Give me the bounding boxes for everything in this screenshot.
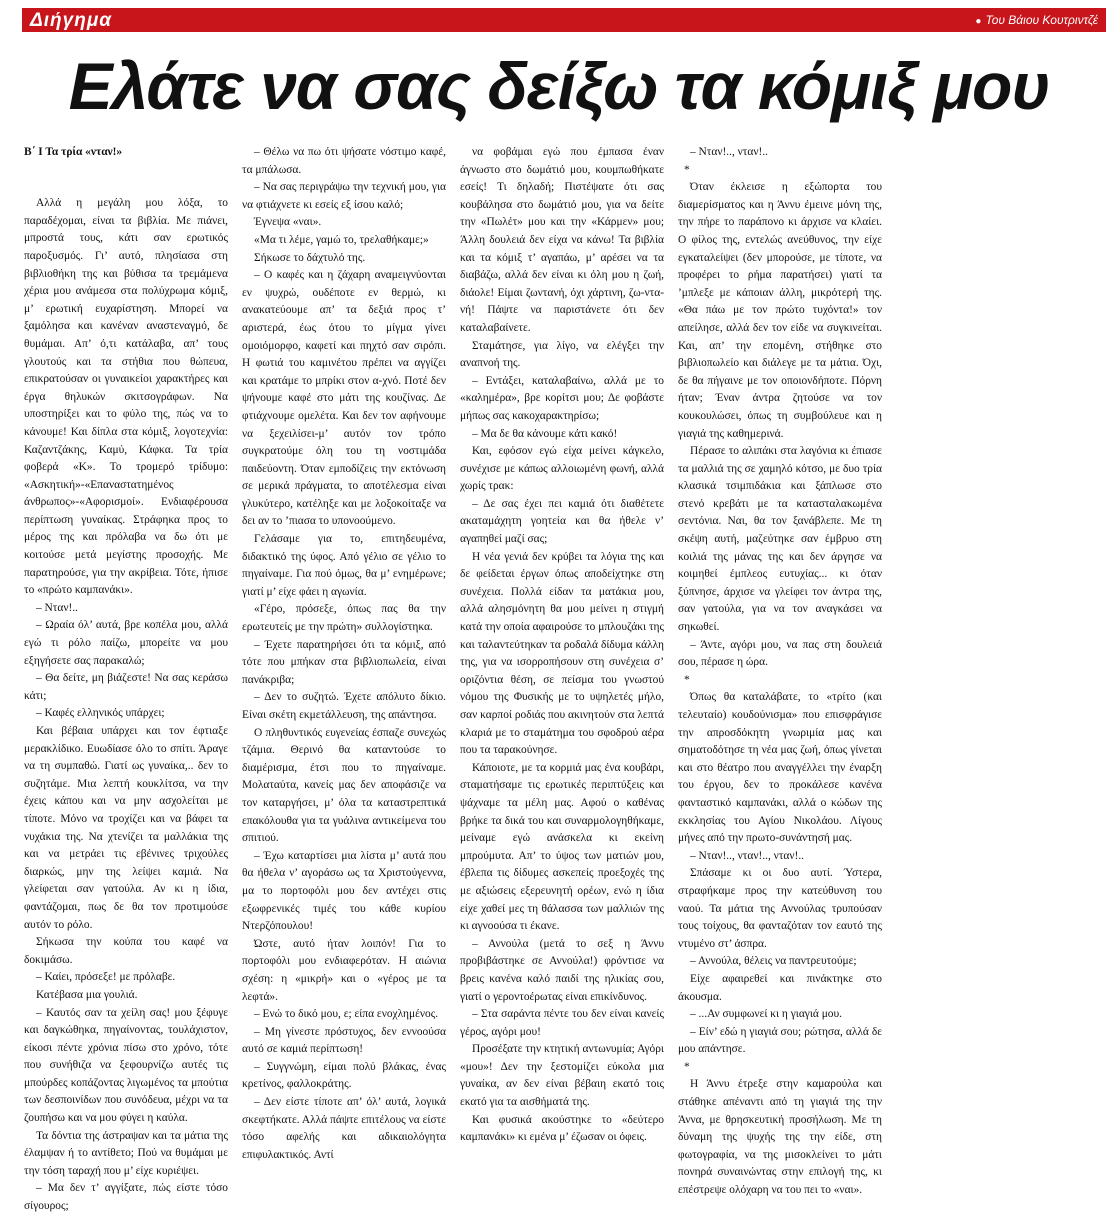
paragraph: – Στα σαράντα πέντε του δεν είναι κανείς γέρος, αγόρι μου! [460,1008,664,1038]
paragraph: Σήκωσε το δάχτυλό της. [254,251,366,264]
paragraph: Τα δόντια της άστραψαν και τα μάτια της έλαμψαν ή το αντίθετο; Πού να θυμάμαι με την τόση ταραχή που μ’ είχε κυριέψει. [24,1129,228,1177]
paragraph: να φοβάμαι εγώ που έμπασα έναν άγνωστο στο δωμάτιό μου, κουμπωθήκατε εσείς! Τι δηλαδή; Πιστέψατε ότι σας κουβάλησα στο δωμάτιό μου, για να δείτε την «Πωλέτ» μου και την «Κάρμεν» μου; Άλλη δουλειά δεν είχα να κάνω! Τα βιβλία και τα κόμιξ τ’ αγαπάω, μ’ αρέσει να τα διαβάζω, αλλά δεν είναι κι όλη μου η ζωή, διάολε! Είμαι ζωντανή, όχι χάρτινη, ζω-ντα-νή! Πάψτε να παριστάνετε ότι δεν καταλαβαίνετε. [460,146,664,334]
paragraph: – Εντάξει, καταλαβαίνω, αλλά με το «καλημέρα», βρε κορίτσι μου; Δε φοβάστε μήπως σας κακοχαρακτηρίσω; [460,374,664,422]
paragraph: Είχε αφαιρεθεί και πινάκτηκε στο άκουσμα. [678,972,882,1003]
text-column-2 [242,144,446,1161]
paragraph: Όταν έκλεισε η εξώπορτα του διαμερίσματος και η Άννυ έμεινε μόνη της, την πήρε το παράπονο κι άρχισε να κλαίει. Ο φίλος της, εντελώς ανεύθυνος, την είχε εγκαταλείψει (δεν μπορούσε, με τίποτε, να προφέρει το ρήμα παρατήσει) γιατί τα ’μπλεξε με κάποιαν άλλη, μικρότερή της. «Θα πάω με τον πρώτο τυχόντα!» τον απείλησε, αλλά δεν τον είδε να συγκινείται. Και, απ’ την επομένη, στήθηκε στο βιβλιοπωλείο και διάλεγε με τα μάτια. Όχι, δε θα πήγαινε με τον οποιονδήποτε. Πόρνη ήταν; Έναν άντρα ζητούσε να τον κουκουλώσει, όπως τη συμβούλευε και η γιαγιά της καθημερινά. [678,181,882,440]
paragraph: – Δε σας έχει πει καμιά ότι διαθέτετε ακαταμάχητη γοητεία και θα ήθελε ν’ αγαπηθεί μαζί σας; [460,497,664,546]
article-body [24,144,1102,1213]
paragraph: – Ενώ το δικό μου, ε; είπα ενοχλημένος. [254,1008,439,1021]
author-byline [975,13,1098,27]
paragraph: Γελάσαμε για το, επιτηδευμένα, διδακτικό της ύφος. Από γέλιο σε γέλιο το πηγαίναμε. Για πού όμως, θα μ’ ενημέρωνε; γιατί μ’ είχε φάει η αγωνία. [242,533,446,598]
section-label: Διήγημα [30,10,113,31]
paragraph: – Καφές ελληνικός υπάρχει; [36,707,165,720]
paragraph: Η Άννυ έτρεξε στην καμαρούλα και στάθηκε απέναντι από τη γιαγιά της την Άννα, με θρησκευτική προσήλωση. Με τη δύναμη της ψυχής της την είδε, στη φωτογραφία, να της μισοκλείνει το μάτι πονηρά συναινώντας στην επιλογή της, κι επέστρεψε ολόχαρη να του πει το «ναι». [678,1078,882,1197]
paragraph: Κάποιοτε, με τα κορμιά μας ένα κουβάρι, σταματήσαμε τις ερωτικές περιπτύξεις και ψάχναμε τα μέλη μας. Αφού ο καθένας βρήκε τα δικά του και συναρμολογηθήκαμε, μείναμε εγώ ανάσκελα κι εκείνη μπρούμυτα. Απ’ το ύψος των ματιών μου, έβλεπα τις δίδυμες ασκεπείς προεξοχές της με αξιώσεις εξερευνητή ορέων, ενώ η ίδια είχε χαθεί μες τη θάλασσα των μαλλιών της κι αγνοούσα τι έκανε. [460,761,664,933]
author-name: Του Βάιου Κουτριντζέ [985,13,1098,27]
text-column-1 [24,144,228,1213]
paragraph: – Μα δε θα κάνουμε κάτι κακό! [472,427,618,440]
paragraph: Σπάσαμε κι οι δυο αυτί. Ύστερα, στραφήκαμε προς την κατεύθυνση του ναού. Τα μάτια της Αννούλας τρυπούσαν τους τοίχους, θα φανταζόταν τον εαυτό της ντυμένο στ’ άσπρα. [678,867,882,950]
paragraph: – Καυτός σαν τα χείλη σας! μου ξέφυγε και δαγκώθηκα, πηγαίνοντας, τουλάχιστον, είκοσι πέντε χρόνια πίσω στο χρόνο, τότε που συνήθιζα να ξεφουρνίζω αυτές τις μπούρδες κοπάζοντας λιγωμένος τα μπούτια των δεσποινίδων που συνόδευα, μέχρι να τα ζουπήσω και να μου φύγει η καύλα. [24,1006,228,1125]
paragraph: – ...Αν συμφωνεί κι η γιαγιά μου. [690,1008,842,1021]
article-title: Ελάτε να σας δείξω τα κόμιξ μου [68,49,1050,123]
paragraph: Κατέβασα μια γουλιά. [36,988,138,1001]
paragraph: – Ο καφές και η ζάχαρη αναμειγνύονται εν ψυχρώ, ουδέποτε εν θερμώ, κι ανακατεύουμε απ’ τα δεξιά προς τ’ αριστερά, έως ότου το μίγμα γίνει ομοιόμορφο, καφετί και πηχτό σαν σιρόπι. Η φωτιά του καμινέτου πρέπει να αγγίζει και κρατάμε το μπρίκι στον α-χνό. Ποτέ δεν ψήνουμε καφέ στο μάτι της κουζίνας. Δε φτιάχνουμε ομελέτα. Και δεν τον αφήνουμε να ξεχειλίσει-μ’ αυτόν τον τρόπο συγκρατούμε όλη του τη νοστιμάδα παιδεύοντη. Όταν εμποδίζεις την εκτόνωση σε μερικά πράγματα, το αποτέλεσμα είναι γλυκύτερο, κατέληξε και με λοξοκοίταξε να δει αν το ’πιασα το υπονοούμενο. [242,269,446,528]
paragraph: «Γέρο, πρόσεξε, όπως πας θα την ερωτευτείς με την πρώτη» συλλογίστηκα. [242,603,446,634]
paragraph: – Αννούλα (μετά το σεξ η Άννυ προβιβάστηκε σε Αννούλα!) φρόντισε να βρεις κανένα καλό παιδί της ηλικίας σου, γιατί ο γεροντοέρωτας είναι επικίνδυνος. [460,937,664,1003]
paragraph: * [684,1060,690,1073]
text-column-4 [678,144,882,1197]
paragraph: Όπως θα καταλάβατε, το «τρίτο (και τελευταίο) κουδούνισμα» που επισφράγισε την απροσδόκητη γνωριμία μας και σηματοδότησε τη νέα μας ζωή, όπως γίνεται και στο θέατρο που αναγγέλλει την έναρξη του έργου, δεν το προκάλεσε κανένα φανταστικό καμπανάκι, αλλά ο κώδων της εκκλησίας του Αγίου Νικολάου. Λίγους μήνες από την πρωτο-συνάντησή μας. [678,691,882,845]
paragraph: – Νταν!.., νταν!.., νταν!.. [690,849,805,862]
paragraph: – Άντε, αγόρι μου, να πας στη δουλειά σου, πέρασε η ώρα. [678,638,882,669]
paragraph: – Δεν το συζητώ. Έχετε απόλυτο δίκιο. Είναι σκέτη εκμετάλλευση, της απάντησα. [242,691,446,721]
paragraph: «Μα τι λέμε, γαμώ το, τρελαθήκαμε;» [254,233,429,246]
paragraph: – Ωραία όλ’ αυτά, βρε κοπέλα μου, αλλά εγώ τι ρόλο παίζω, μπορείτε να μου εξηγήσετε σας παρακαλώ; [24,619,228,667]
paragraph: – Μα δεν τ’ αγγίξατε, πώς είστε τόσο σίγουρος; [24,1182,228,1213]
paragraph: – Μη γίνεστε πρόστυχος, δεν εννοούσα αυτό σε καμιά περίπτωση! [242,1025,446,1056]
paragraph: Σταμάτησε, για λίγο, να ελέγξει την αναπνοή της. [460,339,664,370]
paragraph: – Έχω καταρτίσει μια λίστα μ’ αυτά που θα ήθελα ν’ αγοράσω ως τα Χριστούγεννα, μα το πορτοφόλι μου δεν αντέχει στις εξωφρενικές τιμές του κάθε κυρίου Ντερζόπουλου! [242,849,446,933]
paragraph: – Έχετε παρατηρήσει ότι τα κόμιξ, από τότε που μπήκαν στα βιβλιοπωλεία, είναι πανάκριβα; [242,638,446,686]
paragraph: * [684,673,690,686]
bullet-icon: ● [975,16,982,27]
subheading: Β΄ Ι Τα τρία «νταν!» [24,146,123,158]
paragraph: Προσέξατε την κτητική αντωνυμία; Αγόρι «μου»! Δεν την ξεστομίζει εύκολα μια γυναίκα, αν δεν είναι βέβαιη εκατό τοις εκατό για τα αισθήματά της. [460,1043,664,1109]
paragraph: Και, εφόσον εγώ είχα μείνει κάγκελο, συνέχισε με κάπως αλλοιωμένη φωνή, αλλά χωρίς τρακ: [460,445,664,493]
paragraph: Έγνεψα «ναι». [254,216,322,229]
paragraph: – Νταν!.., νταν!.. [690,146,768,158]
paragraph: – Θέλω να πω ότι ψήσατε νόστιμο καφέ, τα μπάλωσα. [242,146,446,176]
text-column-3 [460,144,664,1144]
paragraph: – Νταν!.. [36,601,78,614]
paragraph: Η νέα γενιά δεν κρύβει τα λόγια της και δε φείδεται έργων όπως αποδείχτηκε στη συνέχεια. Πολλά είδαν τα ματάκια μου, αλλά αλησμόνητη θα μου μείνει η στιγμή κατά την οποία αφαιρούσε το μπλουζάκι της και ταλαντεύτηκαν τα ροδαλά δίδυμα κάλλη της, για να ισορροπήσουν στη συνέχεια σ’ οριζόντια θέση, σε πείσμα του γνωστού νόμου της Φυσικής με το υψηλετές μήλο, σαν καρποί ροδιάς που ακινητούν στα λεπτά κλαριά με το σταμάτημα του σφοδρού αέρα που τα ταρακούνησε. [460,550,664,757]
paragraph: Αλλά η μεγάλη μου λόξα, το παραδέχομαι, είναι τα βιβλία. Με πιάνει, μπροστά τους, κάτι σαν ερωτικός παροξυσμός. Γι’ αυτό, πλησίασα στη βιβλιοθήκη της και βύθισα τα τρεμάμενα χέρια μου ανάμεσα στα πολύχρωμα κόμιξ, μ’ ερωτική ευχαρίστηση. Μπορεί να ξαμόλησα και κανέναν αναστεναγμό, δε θυμάμαι. Απ’ ό,τι κατάλαβα, απ’ τους γλουτούς και τα στήθια που θώπευα, επικρατούσαν οι γυναικείοι χαρακτήρες και έργα θηλυκών σκιτσογράφων. Να υποστηρίξει και το φύλο της, πώς να το κάνουμε! Και δίπλα στα κόμιξ, λογοτεχνία: Καζαντζάκης, Καμύ, Κάφκα. Τα τρία φοβερά «Κ». Το τρομερό τρίδυμο: «Ασκητική»-«Επαναστατημένος άνθρωπος»-«Αφορισμοί». Ενδιαφέρουσα περίπτωση γυναίκας. Στράφηκα προς το μέρος της και πρόλαβα να δω ότι με κοιτούσε μετά μεγίστης προσοχής. Με παρατηρούσε, για την ακρίβεια. Τότε, ήπισε το «πρώτο καμπανάκι». [24,197,228,597]
paragraph: * [684,163,690,176]
paragraph: Σήκωσα την κούπα του καφέ να δοκιμάσω. [24,936,228,966]
paragraph [24,178,228,196]
paragraph: – Καίει, πρόσεξε! με πρόλαβε. [36,971,176,984]
paragraph: – Αννούλα, θέλεις να παντρευτούμε; [690,955,857,968]
paragraph: – Να σας περιγράψω την τεχνική μου, για να φτιάχνετε κι εσείς εξ ίσου καλό; [242,181,446,211]
paragraph: – Συγγνώμη, είμαι πολύ βλάκας, ένας κρετίνος, φαλλοκράτης. [242,1060,446,1091]
paragraph: Και φυσικά ακούστηκε το «δεύτερο καμπανάκι» κι εμένα μ’ έζωσαν οι όφεις. [460,1113,664,1144]
paragraph: – Δεν είστε τίποτε απ’ όλ’ αυτά, λογικά σκεφτήκατε. Αλλά πάψτε επιτέλους να είστε τόσο αφελής και αδικαιολόγητα επιφυλακτικός. Αντί [242,1096,446,1161]
paragraph: Και βέβαια υπάρχει και τον έφτιαξε μερακλίδικο. Ευωδίασε όλο το σπίτι. Άραγε να τη συμπαθώ. Γιατί ως γυναίκα,.. δεν το συζητάμε. Μια λεπτή κουκλίτσα, να την έχεις κάπου και να μην ασχολείται με τίποτε. Μόνο να τροχίζει και να βάφει τα νυχάκια της. Να χτενίζει τα μαλλάκια της και να μετράει τις εβένινες τριχούλες διαρκώς, μην της λείψει καμιά. Να γλείφεται σαν γατούλα. Αν κι η ίδια, φαντάζομαι, πως δε θα τον προτιμούσε αυτόν το ρόλο. [24,725,228,931]
paragraph: Πέρασε το αλιπάκι στα λαγόνια κι έπιασε τα μαλλιά της σε χαμηλό κότσο, με δυο τρία κλασικά τσιμπιδάκια και ξάπλωσε στο στενό κρεβάτι με τα κατασταλακωμένα σεντόνια. Ναι, θα τον ξανάβλεπε. Με τη σκέψη αυτή, μαζεύτηκε σαν έμβρυο στη κοιλιά της μάνας της και δεν άργησε να κοιμηθεί έμπλεος ευτυχίας... κι όταν ξύπνησε, άρχισε να γλείφει τον άντρα της, σαν γατούλα, για να τον αναγκάσει να σηκωθεί. [678,445,882,634]
paragraph: Ο πληθυντικός ευγενείας έσπαζε συνεχώς τζάμια. Θερινό θα καταντούσε το διαμέρισμα, έτσι που το πηγαίναμε. Μολαταύτα, κανείς μας δεν αποφάσιζε να τον καταργήσει, μ’ όλα τα καταστρεπτικά επακόλουθα για τα γυάλινα αντικείμενα του σπιτιού. [242,726,446,845]
paragraph: Ώστε, αυτό ήταν λοιπόν! Για το πορτοφόλι μου ενδιαφερόταν. Η αιώνια σχέση: η «μικρή» και ο «γέρος με τα λεφτά». [242,937,446,1003]
paragraph: – Θα δείτε, μη βιάζεστε! Να σας κεράσω κάτι; [24,672,228,702]
paragraph: – Είν’ εδώ η γιαγιά σου; ρώτησα, αλλά δε μου απάντησε. [678,1025,882,1056]
section-header-bar [22,8,1106,32]
